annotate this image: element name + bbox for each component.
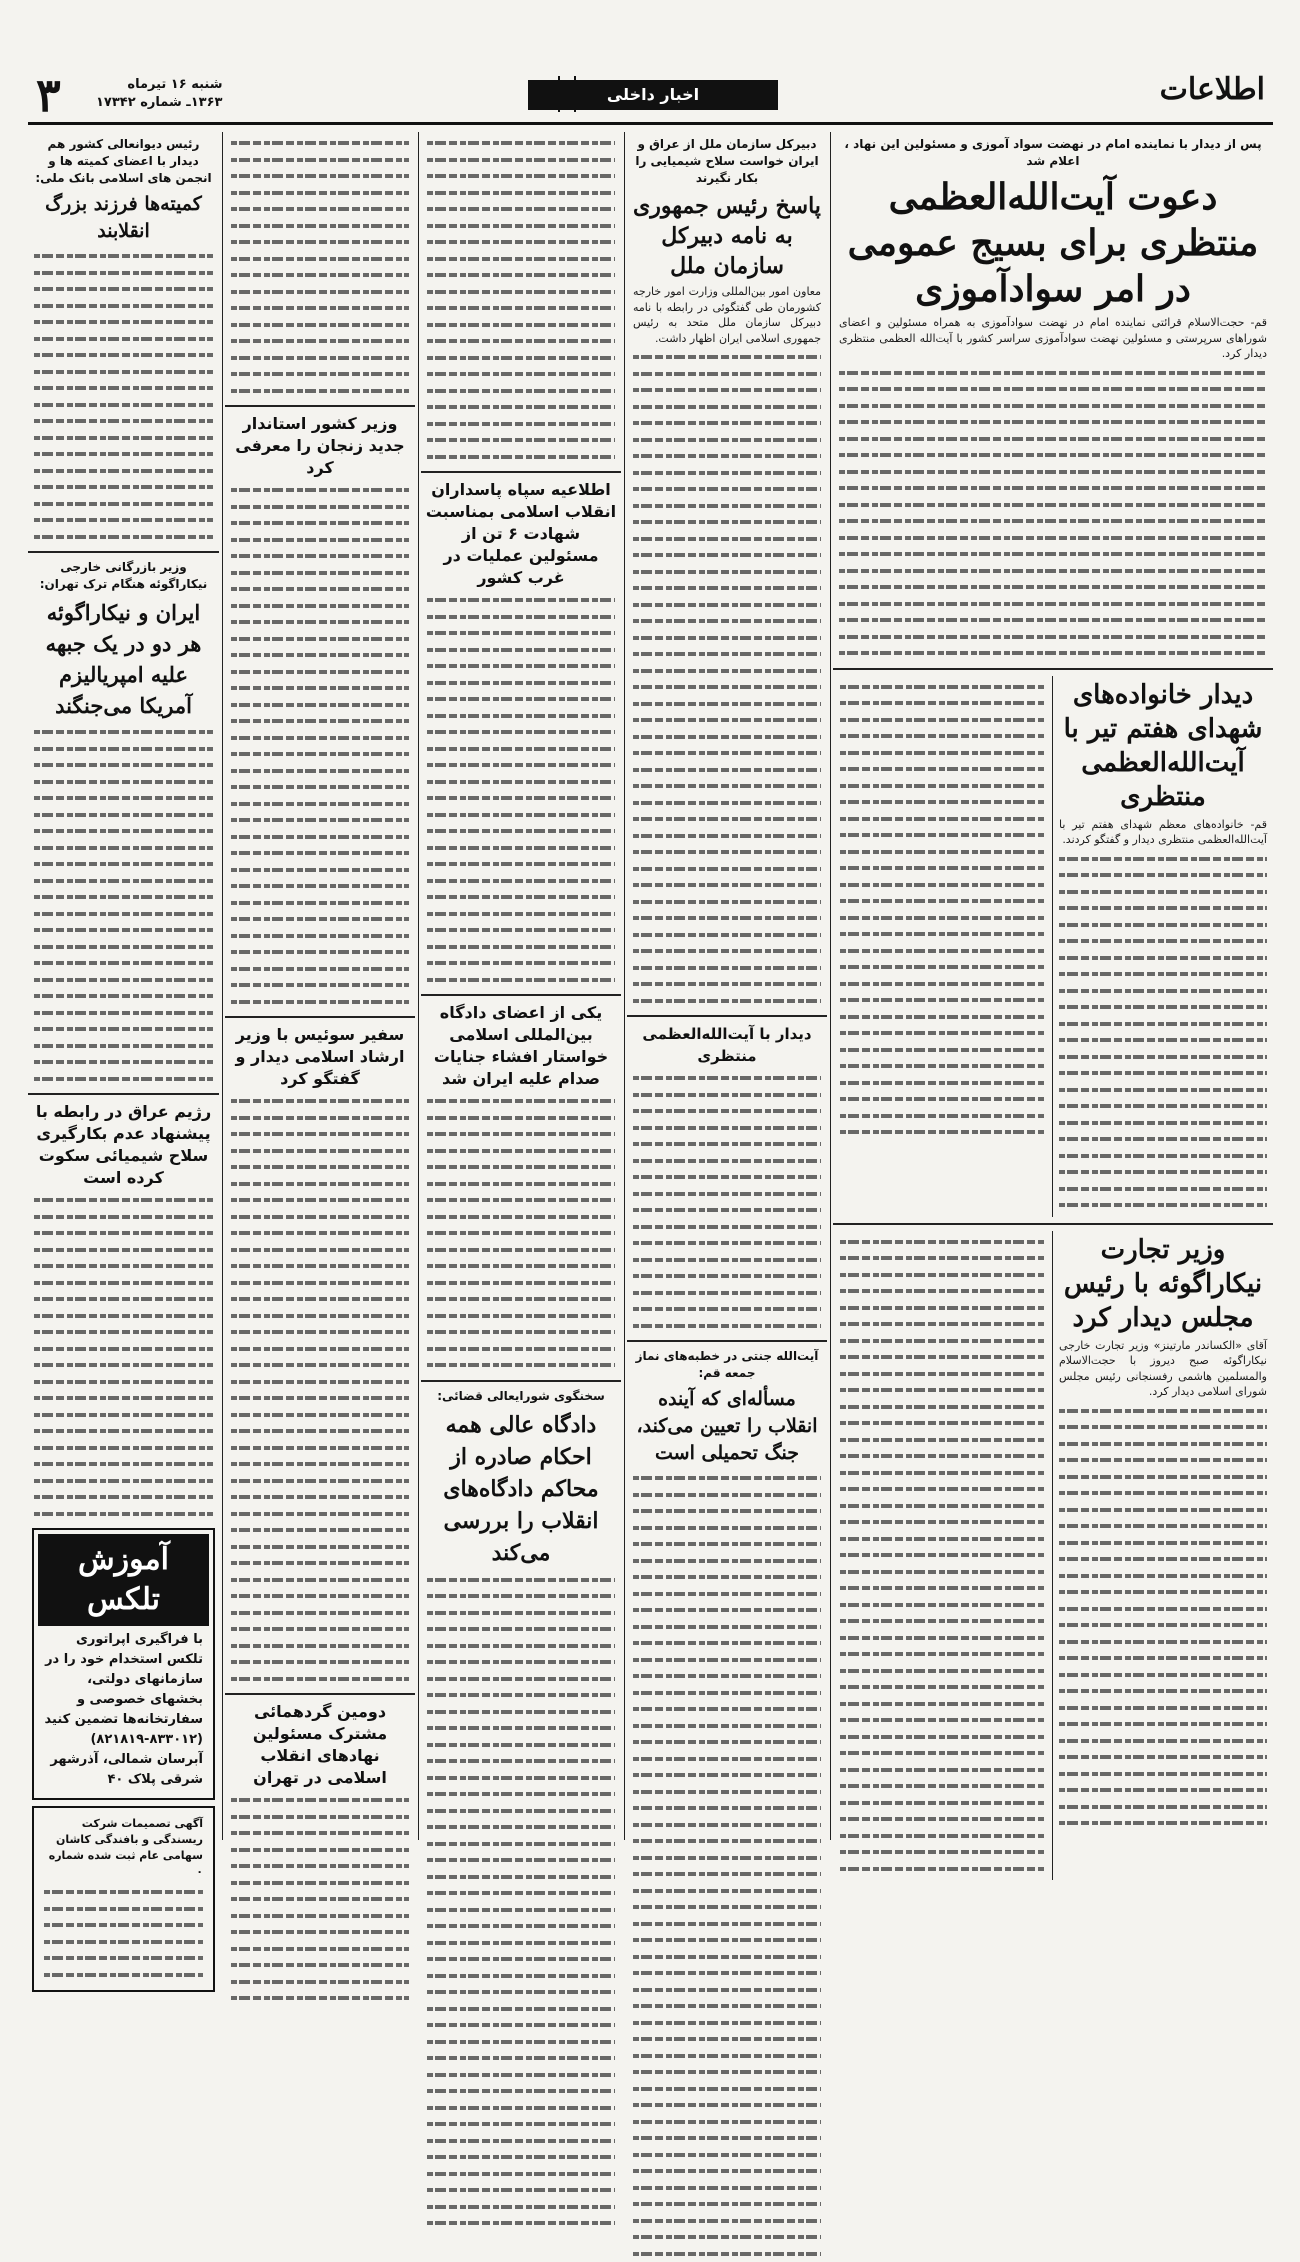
tribunal-body <box>427 1093 615 1374</box>
tribunal-headline: یکی از اعضای دادگاه بین‌المللی اسلامی خواستار افشاء جنایات صدام علیه ایران شد <box>433 1003 609 1088</box>
committees-body <box>34 248 213 545</box>
divider <box>421 471 621 473</box>
company-notice-body <box>44 1884 203 1983</box>
divider <box>28 551 219 553</box>
column-3 <box>421 132 621 1840</box>
story-lead-nicaragua-speaker: آقای «الکساندر مارتینز» وزیر تجارت خارجی نیکاراگوئه صبح دیروز با حجت‌الاسلام والمسلمین هاشمی رفسنجانی رئیس مجلس شورای اسلامی دیدار کرد. <box>1059 1338 1267 1398</box>
un-story-headline: پاسخ رئیس جمهوری به نامه دبیرکل سازمان ملل <box>633 193 821 279</box>
divider <box>28 1093 219 1095</box>
montazeri-meeting-body <box>633 1070 821 1334</box>
chemical-weapons-body <box>34 1192 213 1522</box>
column-rule <box>222 132 223 1840</box>
un-story-lead: معاون امور بین‌المللی وزارت امور خارجه کشورمان طی گفتگوئی در رابطه با نامه دبیرکل سازمان ملل متحد به رئیس جمهوری اسلامی ایران اظهار داشت. <box>633 285 821 345</box>
divider <box>225 405 415 407</box>
story-body-nicaragua-speaker <box>1059 1403 1267 1832</box>
company-notice <box>32 1806 215 1992</box>
divider <box>833 668 1273 670</box>
lead-story-lead: قم- حجت‌الاسلام قرائتی نماینده امام در نهضت سوادآموزی به همراه مسئولین و اعضای شوراهای سرپرستی و مسئولین نهضت سوادآموزی سراسر کشور با آیت‌الله العظمی منتظری دیدار کرد. <box>839 316 1267 360</box>
un-story-body <box>633 349 821 1009</box>
page-number: ۳ <box>36 68 61 122</box>
newspaper-logo: اطلاعات <box>1159 72 1265 107</box>
un-story-continued <box>427 135 615 465</box>
divider <box>627 1340 827 1342</box>
divider <box>225 1693 415 1695</box>
nicaragua-trade-body <box>34 724 213 1087</box>
newspaper-page <box>28 60 1273 1878</box>
zanjan-governor-body <box>231 482 409 1010</box>
judiciary-body <box>427 1572 615 2232</box>
divider <box>421 1380 621 1382</box>
issue-date-number: ۱۳۶۳ـ شماره ۱۷۳۴۲ <box>96 95 223 110</box>
continued-body <box>840 679 1046 1141</box>
masthead <box>28 70 1273 125</box>
story-headline-martyrs-families: دیدار خانواده‌های شهدای هفتم تیر با آیت‌الله‌العظمی منتظری <box>1063 679 1263 812</box>
telex-ad-text: با فراگیری اپراتوری تلکس استخدام خود را در سازمانهای دولتی، بخشهای خصوصی و سفارتخانه‌ها تضمین کنید (۸۳۳۰۱۲-۸۲۱۸۱۹) آبرسان شمالی، آذرشهر شرقی پلاک ۴۰ <box>44 1632 203 1787</box>
committees-kicker: رئیس دیوانعالی کشور هم دیدار با اعضای کمیته ها و انجمن های اسلامی بانک ملی: <box>35 137 212 185</box>
zanjan-governor-headline: وزیر کشور استاندار جدید زنجان را معرفی کرد <box>235 414 405 477</box>
jannati-headline: مسأله‌ای که آینده انقلاب را تعیین می‌کند، جنگ تحمیلی است <box>636 1388 818 1464</box>
judiciary-headline: دادگاه عالی همه احکام صادره از محاکم دادگاه‌های انقلاب را بررسی می‌کند <box>443 1411 599 1566</box>
un-story-kicker: دبیرکل سازمان ملل از عراق و ایران خواست سلاح شیمیایی را بکار نگیرند <box>635 137 819 185</box>
section-title: اخبار داخلی <box>528 80 778 110</box>
nicaragua-trade-headline: ایران و نیکاراگوئه هر دو در یک جبهه علیه امپریالیزم آمریکا می‌جنگند <box>45 600 202 718</box>
telex-ad-title: آموزش تلکس <box>77 1542 169 1617</box>
revolution-bodies-body <box>231 1792 409 2007</box>
story-lead-martyrs-families: قم- خانواده‌های معظم شهدای هفتم تیر با آیت‌الله‌العظمی منتظری دیدار و گفتگو کردند. <box>1059 817 1267 846</box>
chemical-weapons-headline: رژیم عراق در رابطه با پیشنهاد عدم بکارگیری سلاح شیمیائی سکوت کرده است <box>35 1102 212 1187</box>
column-rule <box>830 132 831 1840</box>
montazeri-meeting-headline: دیدار با آیت‌الله‌العظمی منتظری <box>642 1025 812 1065</box>
issue-date-day: شنبه ۱۶ تیرماه <box>127 77 223 92</box>
telex-advertisement <box>32 1528 215 1800</box>
divider <box>627 1015 827 1017</box>
lead-story-kicker: پس از دیدار با نماینده امام در نهضت سواد آموزی و مسئولین این نهاد ، اعلام شد <box>844 137 1262 168</box>
swiss-ambassador-body <box>231 1093 409 1687</box>
divider <box>421 994 621 996</box>
continued-body-2 <box>840 1234 1046 1878</box>
issue-date <box>96 76 222 112</box>
irgc-statement-body <box>427 592 615 988</box>
jannati-kicker: آیت‌الله جنتی در خطبه‌های نماز جمعه قم: <box>635 1349 819 1380</box>
column-rule <box>624 132 625 1840</box>
column-4 <box>225 132 415 1840</box>
kicker-continued <box>231 135 409 399</box>
jannati-body <box>633 1470 821 2262</box>
irgc-statement-headline: اطلاعیه سپاه پاسداران انقلاب اسلامی بمناسبت شهادت ۶ تن از مسئولین عملیات در غرب کشور <box>425 480 617 587</box>
column-rule <box>418 132 419 1840</box>
story-headline-nicaragua-speaker: وزیر تجارت نیکاراگوئه با رئیس مجلس دیدار کرد <box>1063 1234 1263 1333</box>
lead-story-body <box>839 365 1267 662</box>
nicaragua-trade-kicker: وزیر بازرگانی خارجی نیکاراگوئه هنگام ترک تهران: <box>39 560 208 591</box>
divider <box>225 1016 415 1018</box>
swiss-ambassador-headline: سفیر سوئیس با وزیر ارشاد اسلامی دیدار و گفتگو کرد <box>235 1025 405 1088</box>
company-notice-text: آگهی تصمیمات شرکت ریسندگی و بافندگی کاشان سهامی عام ثبت شده شماره ۰ <box>48 1817 203 1878</box>
committees-headline: کمیته‌ها فرزند بزرگ انقلابند <box>45 193 202 242</box>
lead-story-headline: دعوت آیت‌الله‌العظمی منتظری برای بسیج عمومی در امر سوادآموزی <box>847 176 1259 310</box>
judiciary-kicker: سخنگوی شورایعالی قضائی: <box>437 1388 605 1403</box>
column-5 <box>28 132 219 1878</box>
column-2 <box>627 132 827 1840</box>
story-body-martyrs-families <box>1059 851 1267 1214</box>
divider <box>833 1223 1273 1225</box>
column-1 <box>833 132 1273 1840</box>
revolution-bodies-headline: دومین گردهمائی مشترک مسئولین نهادهای انقلاب اسلامی در تهران <box>252 1702 388 1787</box>
